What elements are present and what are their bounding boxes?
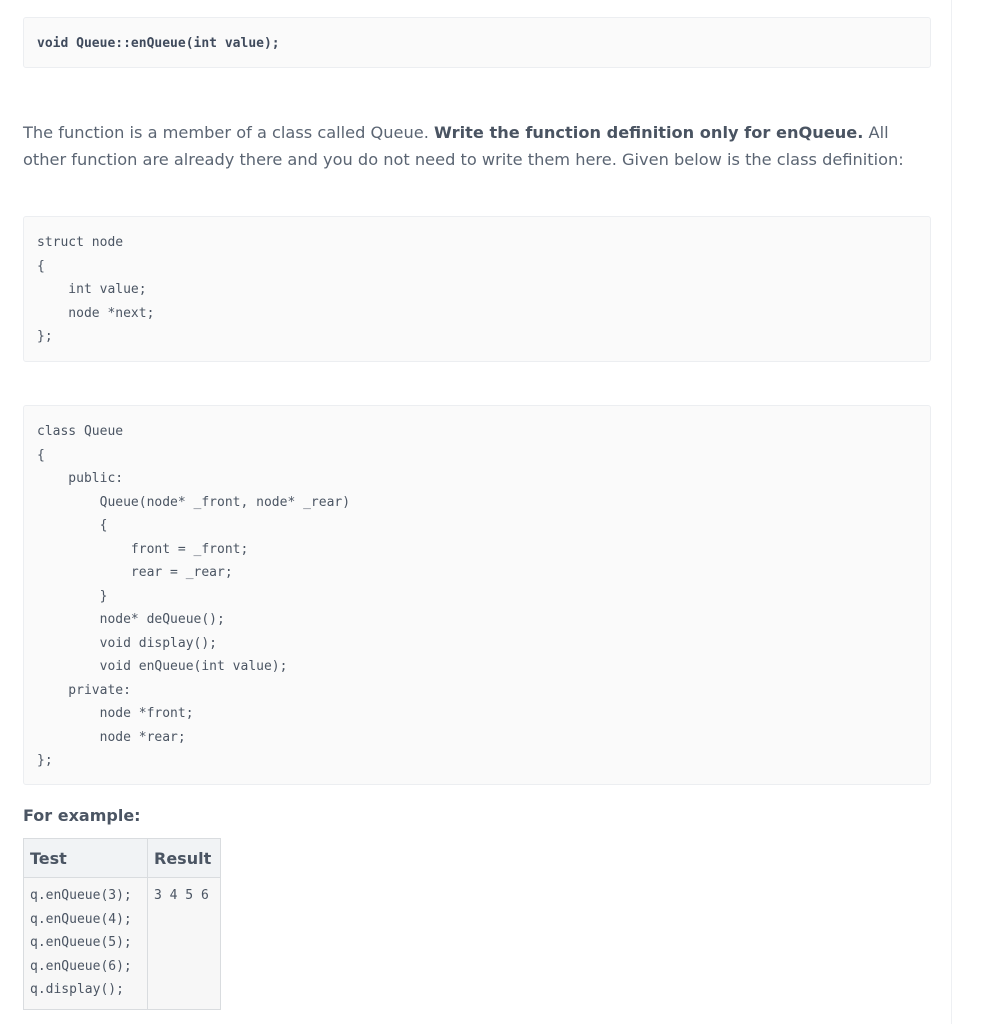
example-header-test: Test xyxy=(24,839,148,878)
struct-definition-block xyxy=(23,216,931,362)
example-table xyxy=(23,838,221,1010)
question-description xyxy=(23,119,923,173)
example-heading: For example: xyxy=(23,806,141,825)
description-bold-instruction: Write the function definition only for enQueue. xyxy=(434,123,864,142)
example-test-cell xyxy=(24,878,148,1010)
function-signature-code: void Queue::enQueue(int value); xyxy=(37,36,280,51)
example-table-header-row xyxy=(24,839,221,878)
table-row xyxy=(24,878,221,1010)
struct-definition-code: struct node { int value; node *next; }; xyxy=(37,235,155,344)
example-test-code: q.enQueue(3); q.enQueue(4); q.enQueue(5); q.enQueue(6); q.display(); xyxy=(30,888,132,997)
function-signature-block xyxy=(23,17,931,68)
content-right-border xyxy=(951,0,952,1024)
example-result-output: 3 4 5 6 xyxy=(154,888,209,903)
example-result-cell xyxy=(148,878,221,1010)
description-text-start: The function is a member of a class called Queue. xyxy=(23,123,435,142)
class-definition-block xyxy=(23,405,931,785)
example-header-result: Result xyxy=(148,839,221,878)
description-text-end: All other function are already there and you do not need to write them here. Given below is the class definition: xyxy=(23,123,904,169)
class-definition-code: class Queue { public: Queue(node* _front, node* _rear) { front = _front; rear = _rear; } node* deQueue(); void display(); void enQueue(int value); private: node *front; node *rear; }; xyxy=(37,424,351,768)
